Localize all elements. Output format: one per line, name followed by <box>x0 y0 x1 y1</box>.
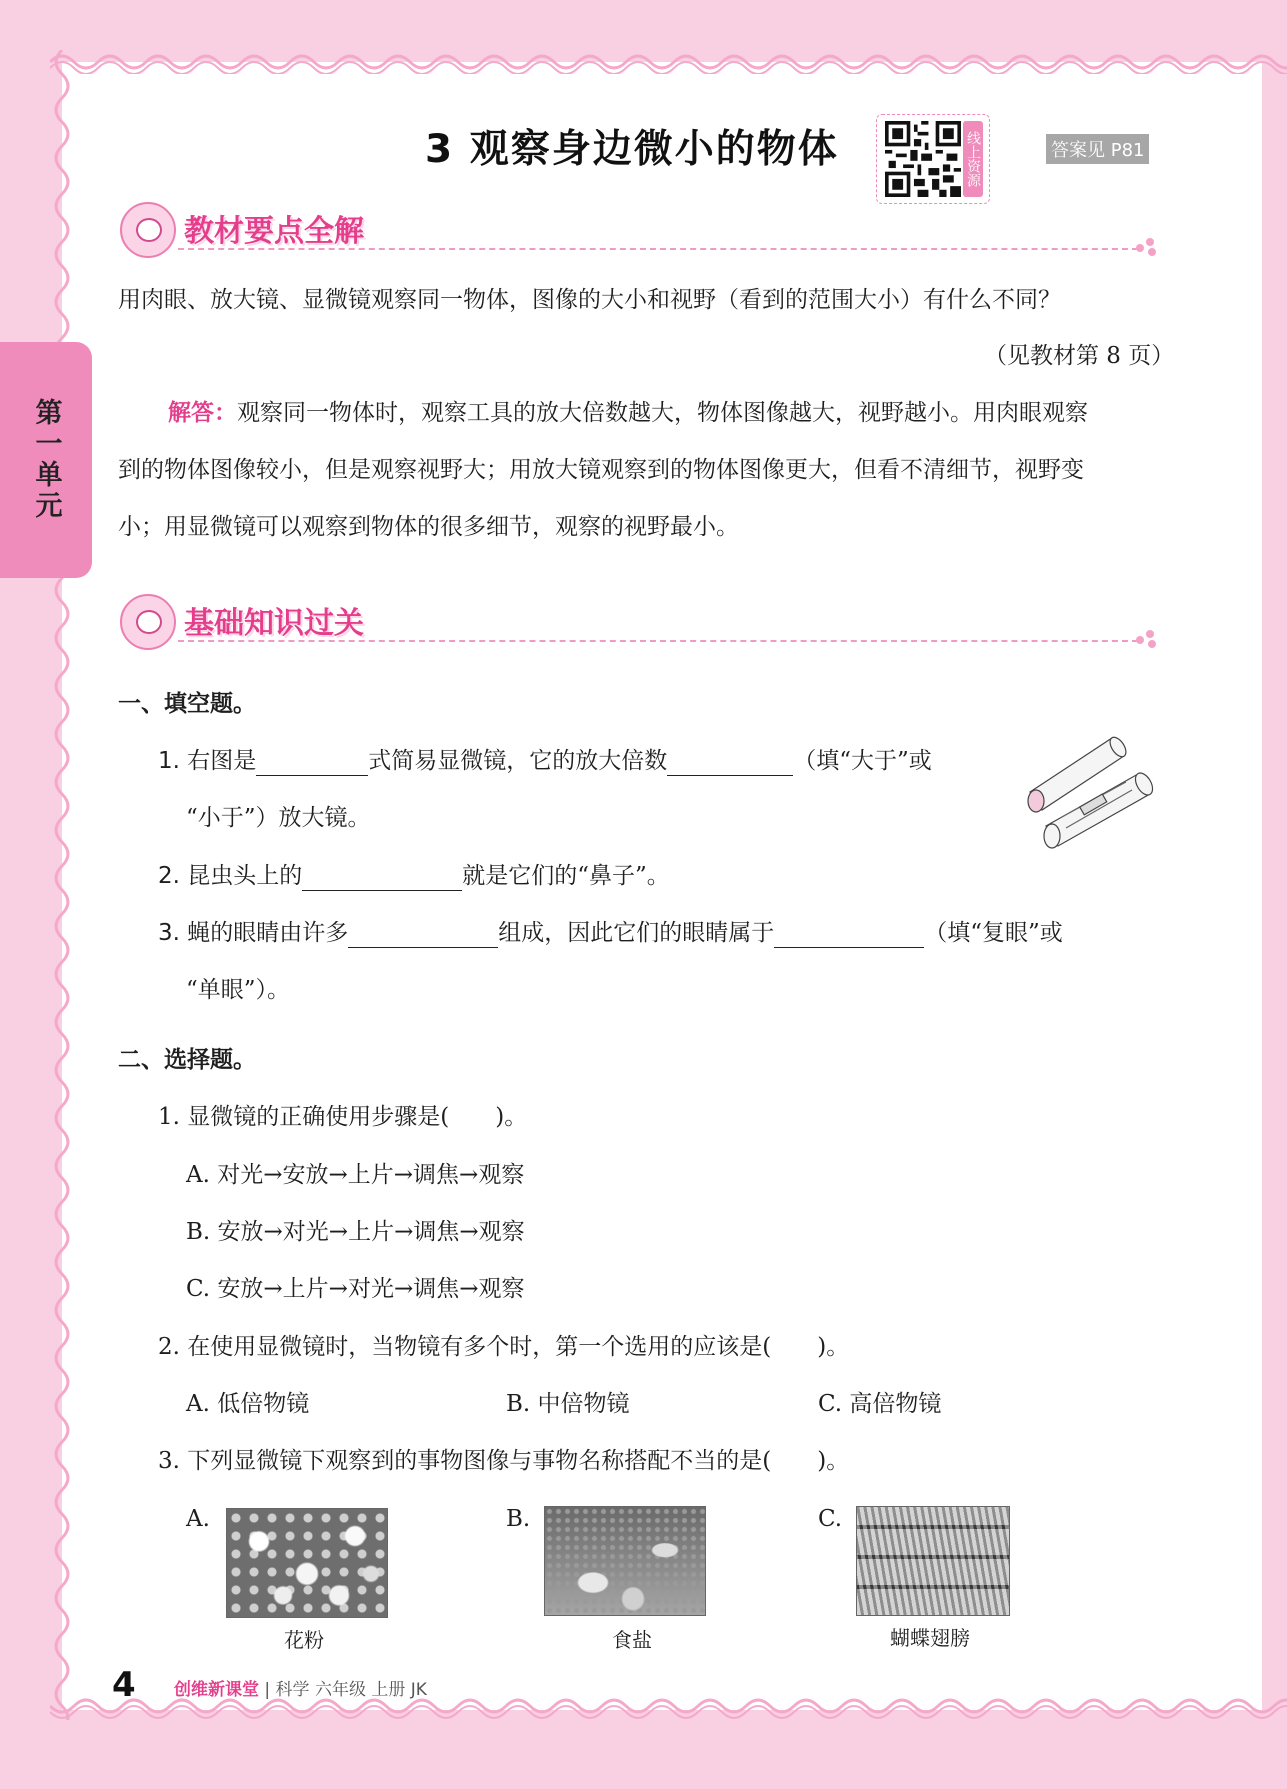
choice-option-2c[interactable]: C. 高倍物镜 <box>818 1391 942 1417</box>
question-text: 右图是 <box>187 748 257 774</box>
answer-blank[interactable] <box>256 751 368 776</box>
question-text: （填“大于”或 <box>793 748 932 774</box>
question-number: 3. <box>158 920 180 946</box>
question-text: 蝇的眼睛由许多 <box>187 920 349 946</box>
fill-question-3-line-2: “单眼”）。 <box>186 977 291 1003</box>
choice-option-3c-letter[interactable]: C. <box>818 1506 843 1532</box>
section-header-basic-knowledge <box>118 592 1158 652</box>
butterfly-wing-caption: 蝴蝶翅膀 <box>890 1626 970 1650</box>
question-text: 昆虫头上的 <box>187 863 303 889</box>
mascot-icon <box>120 202 176 258</box>
answer-label: 解答： <box>168 400 237 426</box>
choice-option-1c[interactable]: C. 安放→上片→对光→调焦→观察 <box>186 1276 525 1302</box>
question-number: 2. <box>158 863 180 889</box>
pollen-caption: 花粉 <box>284 1628 324 1652</box>
section-header-key-points <box>118 200 1158 260</box>
section-title: 教材要点全解 <box>184 214 364 249</box>
series-brand: 创维新课堂 <box>174 1680 259 1700</box>
choice-question-3: 3. 下列显微镜下观察到的事物图像与事物名称搭配不当的是( )。 <box>158 1448 850 1474</box>
butterfly-wing-micrograph[interactable] <box>856 1506 1010 1616</box>
choice-option-3a-letter[interactable]: A. <box>186 1506 210 1532</box>
answer-blank[interactable] <box>348 923 498 948</box>
answer-paragraph-line-1 <box>168 398 1088 428</box>
page-number: 4 <box>112 1665 136 1705</box>
online-resource-tag: 线上资源 <box>963 121 983 197</box>
fill-blank-heading: 一、填空题。 <box>118 691 256 717</box>
salt-caption: 食盐 <box>612 1628 652 1652</box>
online-resource-qr[interactable] <box>876 114 990 204</box>
answer-blank[interactable] <box>667 751 793 776</box>
simple-microscope-illustration <box>1020 730 1160 850</box>
question-text: 式简易显微镜，它的放大倍数 <box>368 748 668 774</box>
textbook-question: 用肉眼、放大镜、显微镜观察同一物体，图像的大小和视野（看到的范围大小）有什么不同？ <box>118 287 1061 313</box>
section-divider <box>178 640 1138 642</box>
question-text: （填“复眼”或 <box>924 920 1063 946</box>
page-title: 3 观察身边微小的物体 <box>425 127 839 172</box>
fill-question-3-line-1 <box>158 918 1063 948</box>
answer-blank[interactable] <box>302 866 462 891</box>
fill-question-1-line-1 <box>158 746 932 776</box>
section-title: 基础知识过关 <box>184 606 364 641</box>
series-details: | 科学 六年级 上册 JK <box>264 1680 427 1700</box>
decorative-dots-icon <box>1136 630 1158 650</box>
answer-reference-badge: 答案见 P81 <box>1046 134 1149 164</box>
question-text: 就是它们的“鼻子”。 <box>462 863 670 889</box>
choice-option-2a[interactable]: A. 低倍物镜 <box>186 1391 310 1417</box>
multiple-choice-heading: 二、选择题。 <box>118 1047 256 1073</box>
answer-paragraph-line-2: 到的物体图像较小，但是观察视野大；用放大镜观察到的物体图像更大，但看不清细节，视野变 <box>118 457 1084 483</box>
choice-question-2: 2. 在使用显微镜时，当物镜有多个时，第一个选用的应该是( )。 <box>158 1334 850 1360</box>
decorative-dots-icon <box>1136 238 1158 258</box>
choice-option-1b[interactable]: B. 安放→对光→上片→调焦→观察 <box>186 1219 525 1245</box>
question-text: 组成，因此它们的眼睛属于 <box>498 920 775 946</box>
question-number: 1. <box>158 748 180 774</box>
choice-option-3b-letter[interactable]: B. <box>506 1506 531 1532</box>
salt-micrograph[interactable] <box>544 1506 706 1616</box>
footer-series-info <box>174 1675 427 1700</box>
answer-blank[interactable] <box>774 923 924 948</box>
qr-code-icon <box>885 121 961 197</box>
choice-option-1a[interactable]: A. 对光→安放→上片→调焦→观察 <box>186 1162 525 1188</box>
choice-option-2b[interactable]: B. 中倍物镜 <box>506 1391 630 1417</box>
section-divider <box>178 248 1138 250</box>
answer-text: 观察同一物体时，观察工具的放大倍数越大，物体图像越大，视野越小。用肉眼观察 <box>237 400 1088 426</box>
fill-question-1-line-2: “小于”）放大镜。 <box>186 805 371 831</box>
mascot-icon <box>120 594 176 650</box>
choice-question-1: 1. 显微镜的正确使用步骤是( )。 <box>158 1104 528 1130</box>
fill-question-2 <box>158 861 670 891</box>
textbook-page-reference: （见教材第 8 页） <box>984 343 1175 369</box>
pollen-micrograph[interactable] <box>226 1508 388 1618</box>
unit-side-tab <box>0 342 92 578</box>
answer-paragraph-line-3: 小；用显微镜可以观察到物体的很多细节，观察的视野最小。 <box>118 514 739 540</box>
unit-label: 第一单元 <box>30 398 62 522</box>
